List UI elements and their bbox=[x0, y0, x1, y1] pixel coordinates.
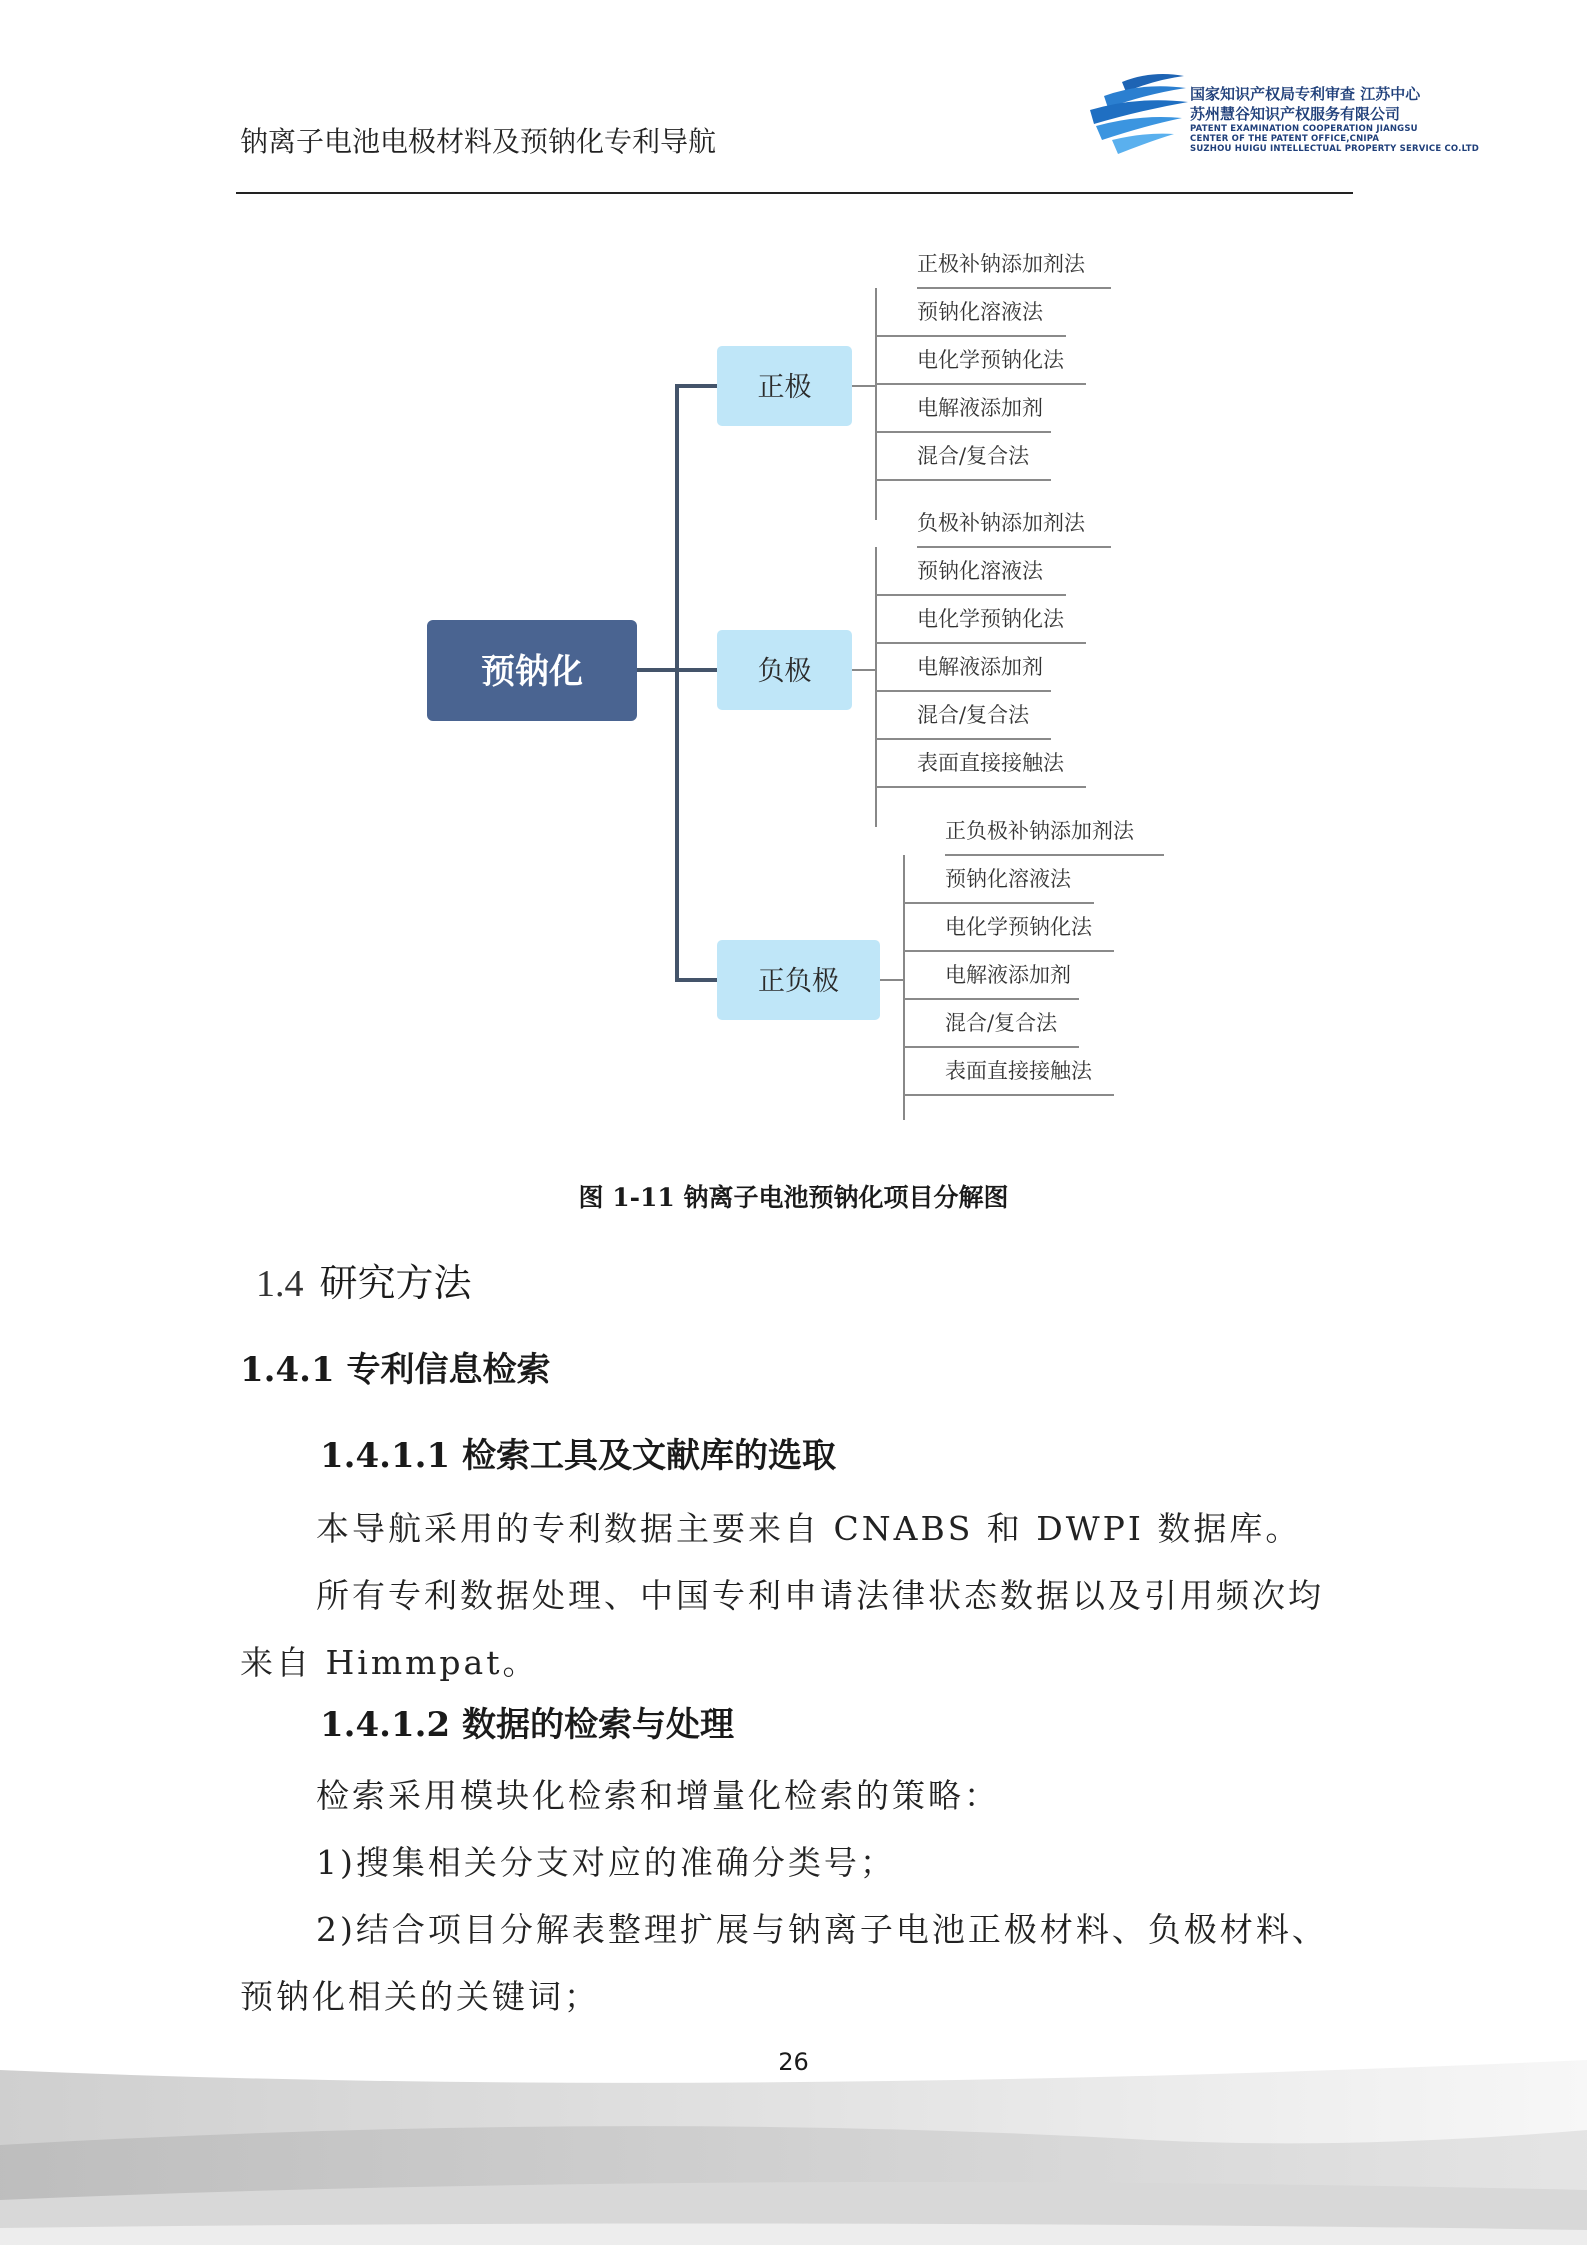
paragraph: 检索采用模块化检索和增量化检索的策略： bbox=[316, 1776, 1000, 1815]
logo-en-line2: CENTER OF THE PATENT OFFICE,CNIPA bbox=[1190, 134, 1380, 144]
leaf-node-label: 电化学预钠化法 bbox=[917, 607, 1064, 631]
leaf-node-label: 电解液添加剂 bbox=[917, 655, 1043, 679]
logo-en-line3: SUZHOU HUIGU INTELLECTUAL PROPERTY SERVICE CO.LTD bbox=[1190, 144, 1480, 154]
leaf-node-label: 电化学预钠化法 bbox=[917, 348, 1064, 372]
leaf-node-label: 混合/复合法 bbox=[917, 444, 1030, 468]
leaf-node-label: 混合/复合法 bbox=[945, 1011, 1058, 1035]
leaf-node-label: 电解液添加剂 bbox=[945, 963, 1071, 987]
section-title: 研究方法 bbox=[319, 1261, 472, 1305]
list-item: 2)结合项目分解表整理扩展与钠离子电池正极材料、负极材料、 bbox=[316, 1910, 1328, 1949]
leaf-node-label: 正负极补钠添加剂法 bbox=[945, 819, 1134, 843]
paragraph: 本导航采用的专利数据主要来自 CNABS 和 DWPI 数据库。 bbox=[316, 1509, 1302, 1548]
subsection-heading: 1.4.1 专利信息检索 bbox=[240, 1350, 551, 1390]
paragraph: 来自 Himmpat。 bbox=[240, 1643, 539, 1682]
leaf-node-label: 混合/复合法 bbox=[917, 703, 1030, 727]
footer-decoration bbox=[0, 2050, 1587, 2245]
section-number: 1.4 bbox=[256, 1263, 304, 1305]
leaf-node-label: 正极补钠添加剂法 bbox=[917, 252, 1085, 276]
list-item: 1)搜集相关分支对应的准确分类号； bbox=[316, 1843, 896, 1882]
branch-node-label: 负极 bbox=[757, 656, 812, 687]
running-header-title: 钠离子电池电极材料及预钠化专利导航 bbox=[240, 125, 717, 158]
leaf-node-label: 电化学预钠化法 bbox=[945, 915, 1092, 939]
paragraph: 所有专利数据处理、中国专利申请法律状态数据以及引用频次均 bbox=[316, 1576, 1324, 1615]
branch-node-label: 正极 bbox=[757, 372, 812, 403]
logo-cn-line2: 苏州慧谷知识产权服务有限公司 bbox=[1190, 105, 1401, 123]
leaf-node-label: 表面直接接触法 bbox=[945, 1059, 1092, 1083]
logo-en-line1: PATENT EXAMINATION COOPERATION JIANGSU bbox=[1190, 124, 1418, 134]
subsubsection-heading-1: 1.4.1.1 检索工具及文献库的选取 bbox=[320, 1436, 836, 1476]
leaf-node-label: 负极补钠添加剂法 bbox=[917, 511, 1085, 535]
root-node-label: 预钠化 bbox=[481, 652, 583, 692]
section-heading bbox=[256, 1252, 472, 1307]
logo-cn-line1: 国家知识产权局专利审查 江苏中心 bbox=[1190, 85, 1421, 103]
page-number: 26 bbox=[778, 2048, 809, 2076]
leaf-node-label: 预钠化溶液法 bbox=[917, 559, 1043, 583]
leaf-node-label: 预钠化溶液法 bbox=[917, 300, 1043, 324]
pre-sodiation-tree-diagram bbox=[0, 0, 1587, 1120]
figure-caption: 图 1-11 钠离子电池预钠化项目分解图 bbox=[578, 1183, 1009, 1212]
branch-node-label: 正负极 bbox=[758, 966, 839, 997]
subsubsection-heading-2: 1.4.1.2 数据的检索与处理 bbox=[320, 1705, 734, 1745]
paragraph: 预钠化相关的关键词； bbox=[240, 1977, 600, 2016]
leaf-node-label: 电解液添加剂 bbox=[917, 396, 1043, 420]
leaf-node-label: 表面直接接触法 bbox=[917, 751, 1064, 775]
leaf-node-label: 预钠化溶液法 bbox=[945, 867, 1071, 891]
